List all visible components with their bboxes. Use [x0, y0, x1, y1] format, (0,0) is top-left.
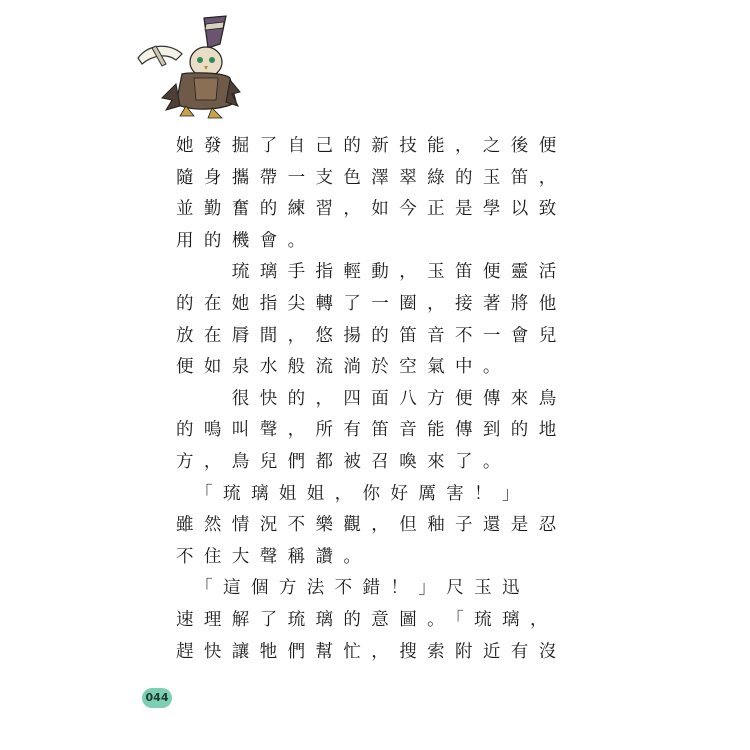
- story-text: [176, 131, 567, 668]
- story-line: 用的機會。: [176, 230, 316, 251]
- story-line: 她發掘了自己的新技能，之後便: [176, 136, 567, 156]
- story-line: 並勤奮的練習，如今正是學以致: [176, 199, 567, 220]
- story-line: 雖然情況不樂觀，但釉子還是忍: [176, 515, 567, 536]
- page-number-badge: 044: [142, 688, 172, 708]
- story-line: 「這個方法不錯！」尺玉迅: [176, 578, 530, 599]
- story-line: 的鳴叫聲，所有笛音能傳到的地: [176, 420, 567, 441]
- story-line: 放在脣間，悠揚的笛音不一會兒: [176, 325, 567, 346]
- story-line: 速理解了琉璃的意圖。「琉璃，: [176, 609, 558, 630]
- story-line: 琉璃手指輕動，玉笛便靈活: [176, 262, 567, 283]
- owl-character-illustration: [132, 14, 244, 120]
- story-line: 「琉璃姐姐，你好厲害！」: [176, 483, 530, 504]
- story-line: 不住大聲稱讚。: [176, 546, 372, 567]
- story-line: 隨身攜帶一支色澤翠綠的玉笛，: [176, 167, 567, 188]
- story-line: 很快的，四面八方便傳來鳥: [176, 388, 567, 409]
- story-line: 方，鳥兒們都被召喚來了。: [176, 451, 511, 472]
- story-line: 的在她指尖轉了一圈，接著將他: [176, 293, 567, 314]
- story-line: 趕快讓牠們幫忙，搜索附近有沒: [176, 641, 567, 662]
- story-line: 便如泉水般流淌於空氣中。: [176, 357, 511, 378]
